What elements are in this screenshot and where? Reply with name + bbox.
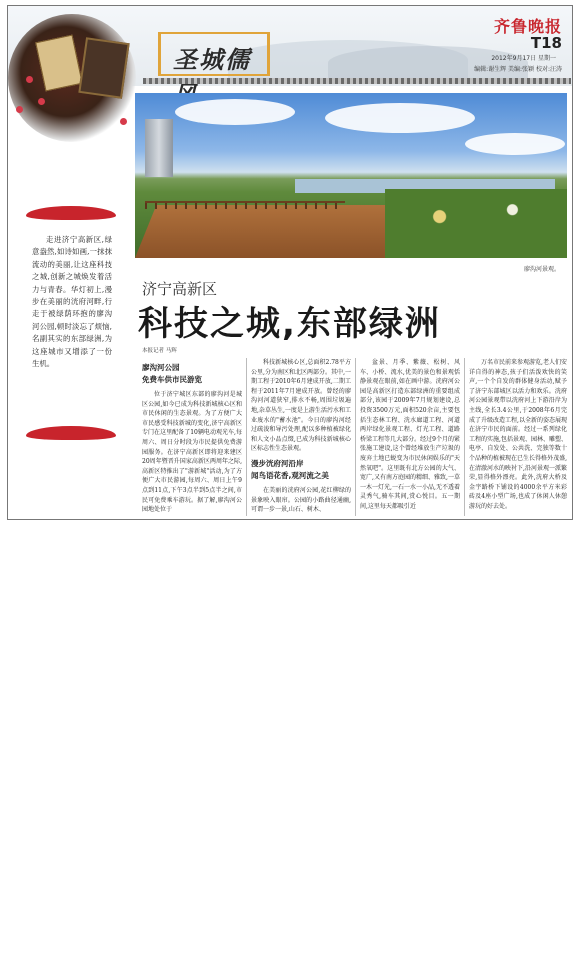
- article-paragraph: 科技新城核心区,总面积2.78平方公里,分为南区和北区两部分。其中,一期工程于2010年6月建成开放,二期工程于2011年7月建成开放。曾经的廖沟河河道狭窄,排水不畅,周围垃圾遍地,杂草丛生,一度是上游生活污水和工业废水的"蓄水池"。今日的廖沟河经过疏浚和导污处理,配以多种植被绿化和人文小品点缀,已成为科技新城核心区标志性生态景观。: [251, 359, 351, 453]
- article-headline: 科技之城,东部绿洲: [138, 304, 441, 344]
- plum-blossom-icon: [38, 98, 45, 105]
- article-byline: 本报记者 马辉: [142, 348, 177, 354]
- red-ribbon-decoration: [26, 426, 116, 440]
- newspaper-page: [7, 5, 573, 520]
- column-rule: [464, 358, 465, 516]
- article-paragraph: 在美丽的洸府河公园,花红柳绿的景象映入眼帘。公园的小路曲径通幽,可谓一步一景,山石、树木、: [251, 487, 351, 514]
- article-column-4: [469, 358, 567, 516]
- cloud: [465, 133, 565, 155]
- park-photo: [135, 93, 567, 258]
- plum-blossom-icon: [26, 76, 33, 83]
- article-kicker: 济宁高新区: [142, 280, 218, 298]
- editor-credits: 编辑:谢生辉 美编:张颖 校对:汪涛: [474, 66, 562, 73]
- ancient-tablet-icon: [78, 37, 129, 99]
- office-tower: [145, 119, 173, 177]
- plum-blossom-icon: [120, 118, 127, 125]
- subhead-line: 漫步洸府河沿岸: [251, 459, 304, 468]
- article-column-2b: [251, 486, 351, 516]
- article-column-3: [360, 358, 460, 516]
- column-rule: [355, 358, 356, 516]
- boardwalk-railing: [145, 201, 345, 209]
- subhead-line: 免费车供市民游览: [142, 375, 202, 384]
- subhead-line: 闻鸟语花香,观河流之美: [251, 471, 329, 480]
- article-paragraph: 万名市民前来参观游览,老人们安详自得的神态,孩子们活泼欢快的笑声,一个个自发的群体健身活动,赋予了济宁东部城区以活力和欢乐。洸府河公园景观带以洸府河上下游沿岸为主线,全长3.4公里,于2008年6月完成了升级改造工程,以全新的姿态展现在济宁市民的面前。经过一系列绿化工程的实施,包括景观、园林、雕塑、电亭、自发处、公共洗、完独等数十个品种的植被现在已生长得格外茂盛,在清澈河水的映衬下,沿河景观一派繁荣,显得格外漂亮。此外,洸府大桥及金宇路桥下铺设的4000余平方米彩砖及4座小型广场,也成了休闲人休憩游玩的好去处。: [469, 359, 567, 510]
- section-title-frame: [158, 32, 270, 76]
- article-column-2: [251, 358, 351, 456]
- mountain-decoration: [328, 46, 528, 80]
- cloud: [325, 103, 475, 133]
- column-rule: [246, 358, 247, 516]
- cloud: [175, 99, 295, 125]
- masthead-banner: [8, 6, 572, 86]
- red-ribbon-decoration: [26, 206, 116, 220]
- article-column-1: [142, 390, 242, 516]
- newspaper-logo: 齐鲁晚报: [493, 17, 562, 36]
- date-line: 2012年9月17日 星期一: [491, 55, 556, 62]
- article-paragraph: 盆景、月季、紫薇、松树、风车、小桥、流水,优美的景色和景观恬静景观在眼前,如在画中游。洸府河公园是高新区打造东部绿洲的重要组成部分,该园于2009年7月规划建设,总投资3500万元,面积520余亩,主要包括生态林工程、洸水廊道工程、河道两岸绿化景观工程、灯光工程、道路桥梁工程等几大部分。经过9个月的紧张施工建设,这个曾经堆放生产垃圾的废弃土地已蜕变为市民休闲娱乐的"天然氧吧"。这里既有北方公园的大气、宽广,又有南方庭园的精细、雅致,一草一木一灯光,一石一水一小品,无不透着灵秀气,骑车其间,赏心悦目。五一期间,这里每天都吸引近: [360, 359, 460, 510]
- article-paragraph: 位于济宁城区东部的廖沟河是城区公园,如今已成为科技新城核心区和市民休闲的生态景观。为了方便广大市民感受科技新城的变化,济宁高新区专门在这里配备了10辆电动观光车,每周六、周日分时段为市民提供免费游园服务。在济宁高新区即将迎来建区20周年暨晋升国家高新区两周年之际,高新区特推出了"游新城"活动,为了方便广大市民游园,每周六、周日上午9点到11点,下午3点半到5点半之间,市民可免费乘车游玩。据了解,廖沟河公园地处位于: [142, 391, 242, 514]
- section-title: 圣城儒: [173, 45, 251, 74]
- plum-blossom-icon: [16, 106, 23, 113]
- masthead-rule: [143, 78, 571, 84]
- page-number: T18: [530, 34, 562, 52]
- subhead-line: 廖沟河公园: [142, 363, 180, 372]
- intro-text: 走进济宁高新区,绿意盎然,如诗如画,一抹抹流动的美丽,让这座科技之城,创新之城焕发着活力与青春。华灯初上,漫步在美丽的洸府河畔,行走于被绿荫环抱的廖沟河公园,顿时淡忘了烦恼,名副其实的东部绿洲,为这座城市又增添了一份生机。: [32, 235, 112, 369]
- flower-meadow: [385, 189, 567, 258]
- wooden-boardwalk: [135, 205, 416, 258]
- photo-caption: 廖沟河景观。: [523, 266, 560, 273]
